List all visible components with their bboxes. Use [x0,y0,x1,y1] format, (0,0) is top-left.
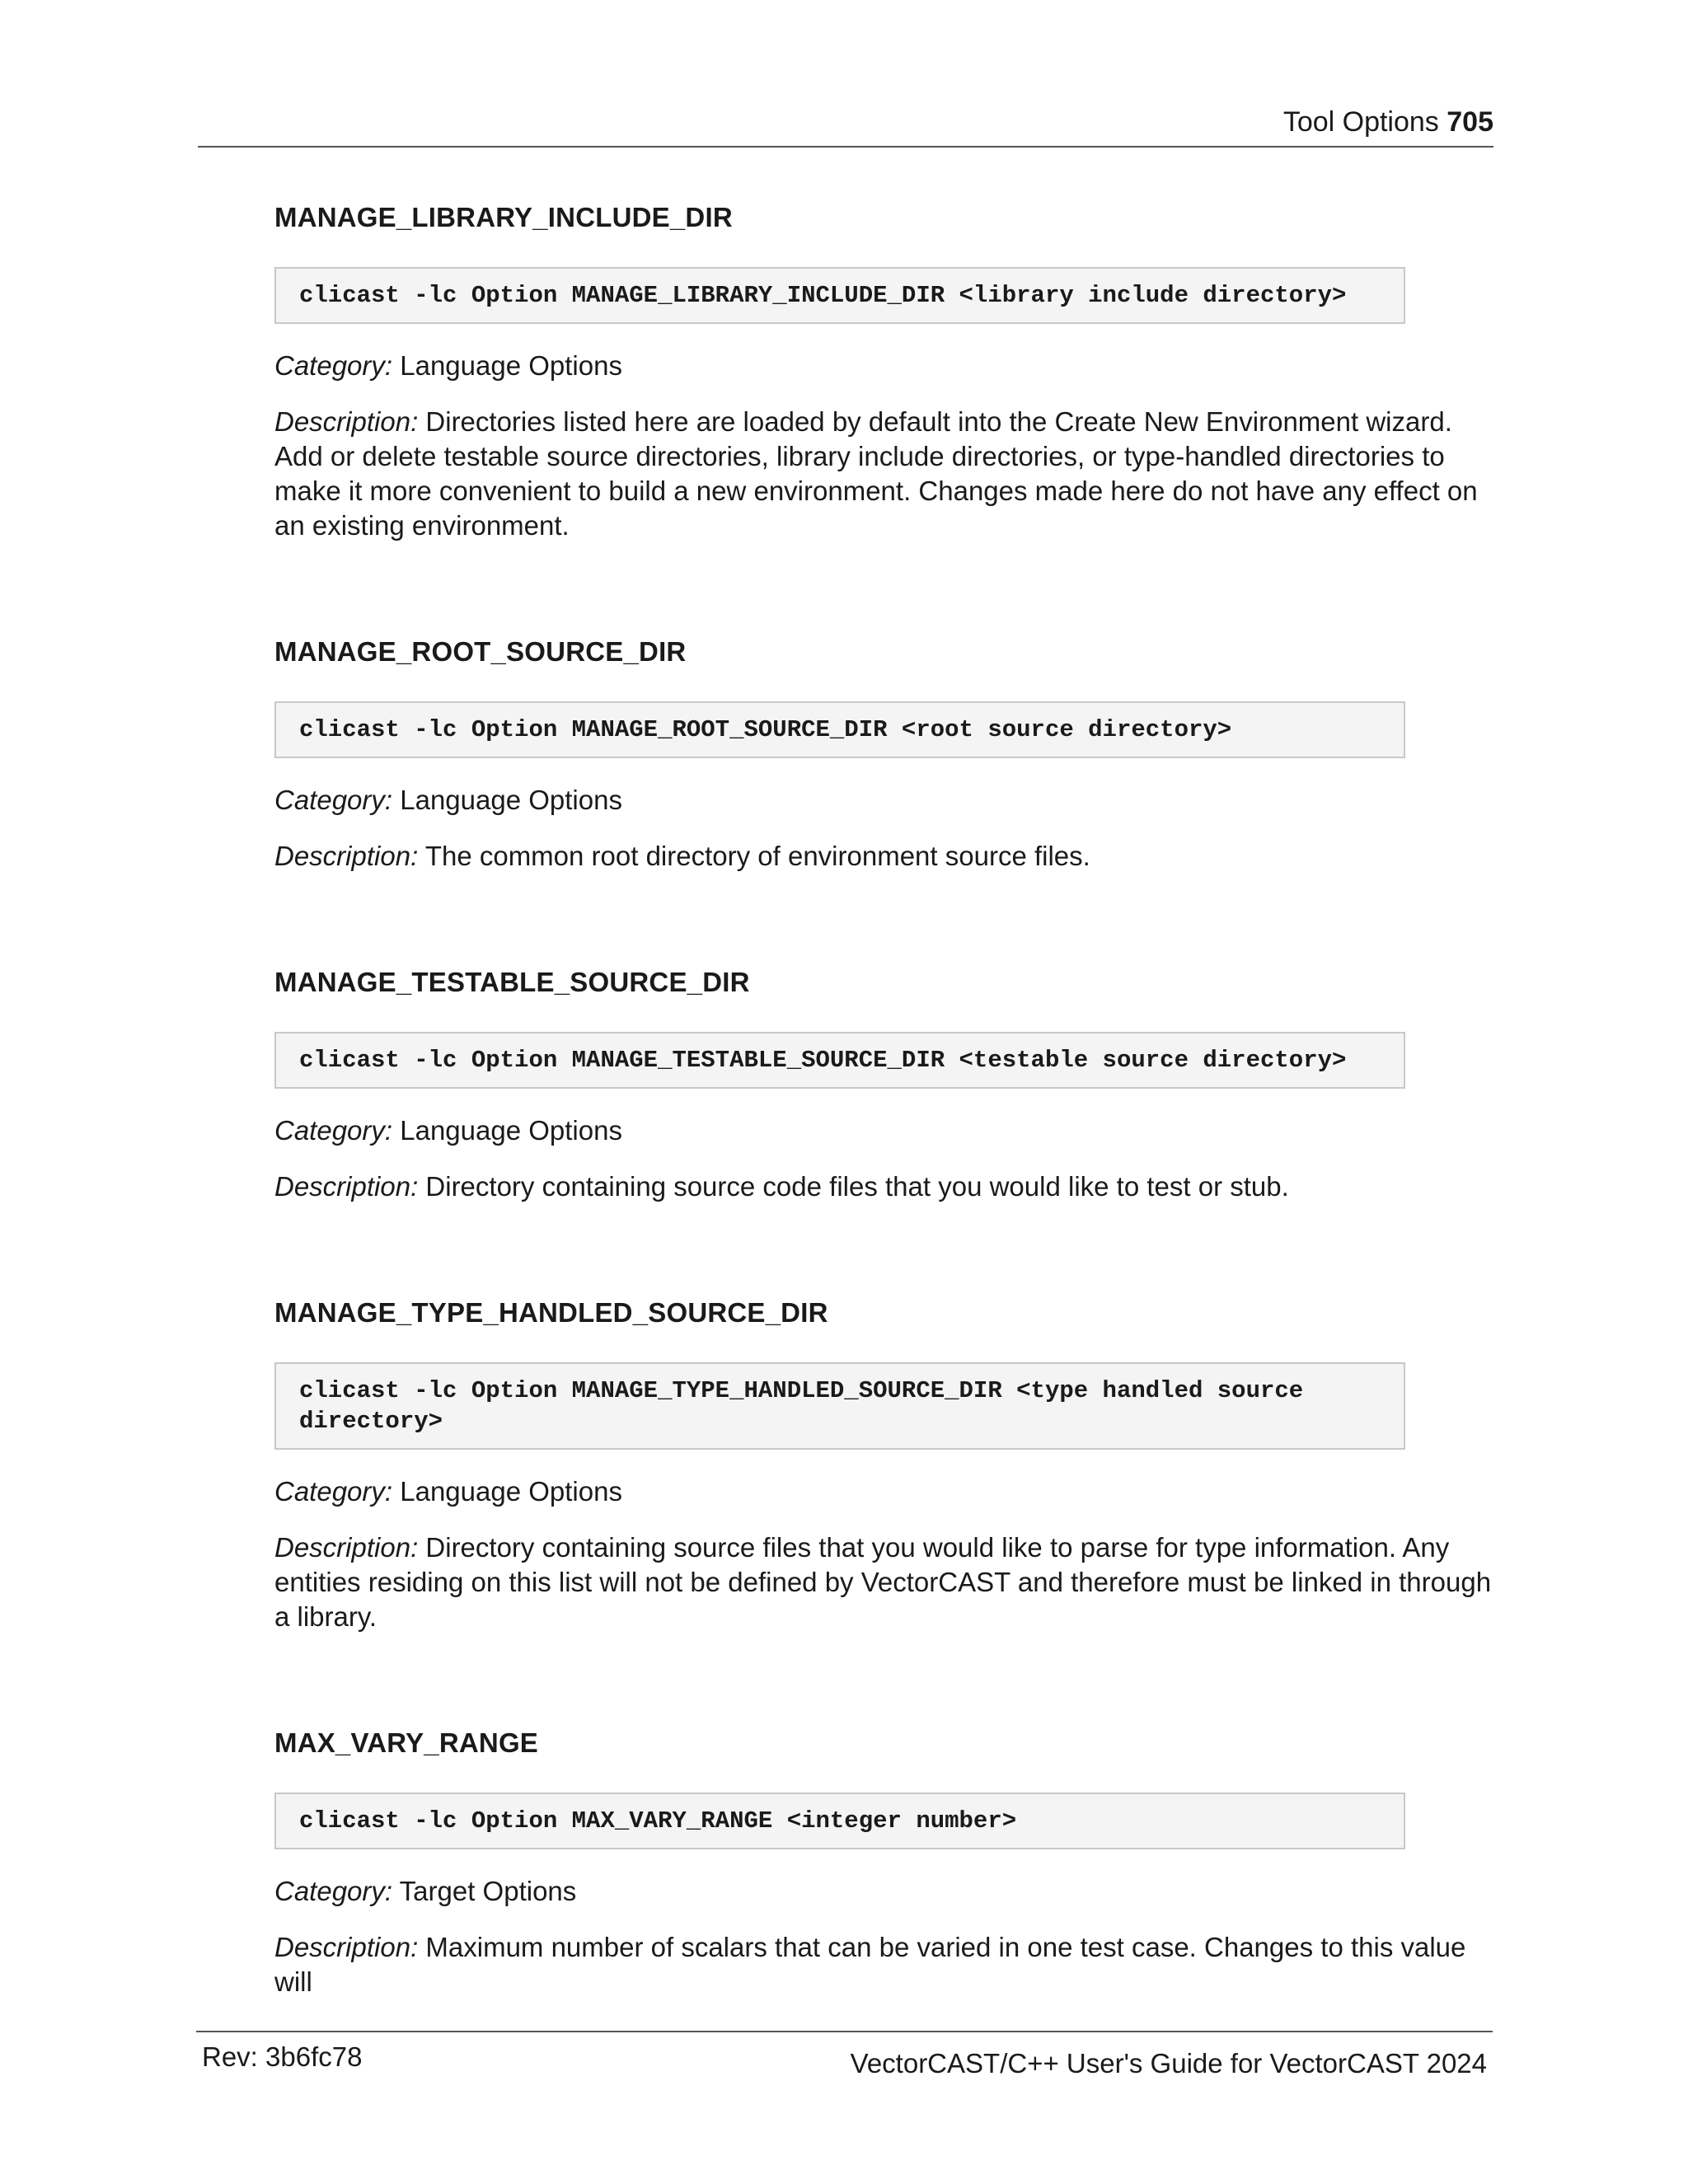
category-line [274,1874,1494,1909]
description-text: The common root directory of environment source files. [424,841,1090,871]
description-paragraph [274,1530,1494,1634]
option-section [274,635,1494,874]
option-section [274,201,1494,543]
category-line [274,1474,1494,1509]
option-section [274,966,1494,1204]
description-text: Directory containing source code files that you would like to test or stub. [425,1171,1289,1202]
category-label: Category: [274,1876,393,1906]
option-title: MAX_VARY_RANGE [274,1727,539,1758]
description-label: Description: [274,1171,419,1202]
option-title: MANAGE_LIBRARY_INCLUDE_DIR [274,202,733,232]
category-label: Category: [274,1476,393,1507]
option-section [274,1727,1494,1999]
category-label: Category: [274,1115,393,1146]
description-label: Description: [274,1932,419,1962]
command-code-block: clicast -lc Option MANAGE_TYPE_HANDLED_SOURCE_DIR <type handled source directory> [274,1362,1405,1450]
page-content [274,201,1494,2021]
category-value: Language Options [400,1115,622,1146]
category-line [274,349,1494,383]
category-value: Language Options [400,785,622,815]
description-paragraph [274,405,1494,543]
description-text: Directory containing source files that you would like to parse for type information. Any entities residing on this list will not be defined by VectorCAST and therefore must be linked in through a library. [274,1532,1492,1632]
category-label: Category: [274,350,393,381]
footer-guide-title: VectorCAST/C++ User's Guide for VectorCAST 2024 [850,2048,1487,2079]
option-title: MANAGE_TYPE_HANDLED_SOURCE_DIR [274,1297,828,1328]
description-paragraph [274,839,1494,874]
description-label: Description: [274,841,419,871]
category-value: Target Options [399,1876,577,1906]
command-code-block: clicast -lc Option MAX_VARY_RANGE <integer number> [274,1793,1405,1849]
category-line [274,783,1494,818]
page-header [198,105,1493,138]
option-title: MANAGE_TESTABLE_SOURCE_DIR [274,967,750,997]
page-number: 705 [1447,106,1493,138]
category-value: Language Options [400,1476,622,1507]
description-text: Maximum number of scalars that can be varied in one test case. Changes to this value will [274,1932,1466,1997]
option-section [274,1296,1494,1634]
header-section-title: Tool Options [1282,106,1439,138]
command-code-block: clicast -lc Option MANAGE_LIBRARY_INCLUDE_DIR <library include directory> [274,267,1405,324]
header-divider [198,146,1493,148]
description-text: Directories listed here are loaded by default into the Create New Environment wizard. Add or delete testable source directories, library include directories, or type-handled directories to make it more convenient to build a new environment. Changes made here do not have any effect on an existing environment. [274,406,1478,541]
description-paragraph [274,1930,1494,1999]
option-title: MANAGE_ROOT_SOURCE_DIR [274,636,687,667]
category-line [274,1113,1494,1148]
footer-divider [196,2031,1493,2032]
footer-revision: Rev: 3b6fc78 [202,2041,363,2072]
description-label: Description: [274,1532,419,1563]
command-code-block: clicast -lc Option MANAGE_TESTABLE_SOURCE_DIR <testable source directory> [274,1032,1405,1089]
command-code-block: clicast -lc Option MANAGE_ROOT_SOURCE_DIR <root source directory> [274,701,1405,758]
category-label: Category: [274,785,393,815]
description-label: Description: [274,406,419,437]
description-paragraph [274,1169,1494,1204]
category-value: Language Options [400,350,622,381]
